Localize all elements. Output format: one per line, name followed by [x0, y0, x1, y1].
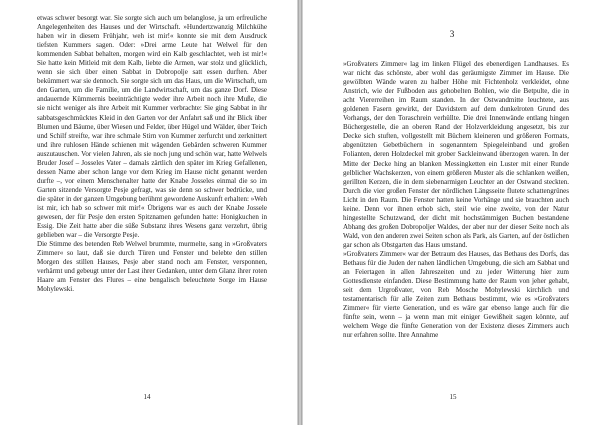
left-page — [0, 0, 298, 425]
left-paragraph-1: etwas schwer besorgt war. Sie sorgte sich auch um belanglose, ja um erfreuliche Angelegenheiten des Hauses und der Wirtschaft. »Hundertzwanzig Milchkühe haben wir in diesem Frühjahr, weh ist mir!« konnte sie mit dem Ausdruck tiefsten Kummers sagen. Oder: »Drei arme Leute hat Welwel für den kommenden Sabbat behalten, morgen wird ein Kalb geschlachtet, weh ist mir!« Sie hatte kein Mitleid mit dem Kalb, liebte die Armen, war stolz und glücklich, wenn sie sich über einen Sabbat in Dobropolje satt essen durften. Aber bekümmert war sie dennoch. Sie sorgte sich um das Haus, um die Wirtschaft, um den Garten, um die Familie, um die Landwirtschaft, um das ganze Dorf. Diese andauernde Kümmernis beeinträchtigte weder ihre Arbeit noch ihre Muße, die sie nicht weniger als ihre Arbeit mit Kummer verbrachte: Sie ging Sabbat in ihr sabbatsgeschmücktes Kleid in den Garten vor der Anfahrt saß und ihr Blick über Blumen und Bäume, über Wiesen und Felder, über Hügel und Wälder, über Teich und Schilf streifte, war ihre schmale Stirn von Kummer zerfurcht und zerknittert und ihre ruhlosen Hände schienen mit wägenden Gebärden schweren Kummer auszutauschen. Vor vielen Jahren, als sie noch jung und schön war, hatte Welwels Bruder Josef – Josseles Vater – damals zärtlich den später im Krieg Gefallenen, dessen Name aber schon lange vor dem Krieg im Hause nicht genannt werden durfte –, vor einem Menschenalter hatte der Knabe Josseles einmal die so im Garten sitzende Versorgte Pesje gefragt, was sie denn so schwer bedrücke, und die später in der ganzen Umgebung berühmt gewordene Auskunft erhalten: »Weh ist mir, ich hab so schwer mit mir!« Übrigens war es auch der Knabe Jossele gewesen, der für Pesje den ersten Spitznamen gefunden hatte: Honigkuchen in Essig. Die Zeit hatte aber die süße Substanz ihres Wesens ganz verzehrt, übrig geblieben war – die Versorgte Pesje. — [37, 14, 267, 240]
left-page-number: 14 — [143, 393, 151, 401]
right-page-number: 15 — [449, 393, 457, 401]
left-page-body — [37, 14, 267, 294]
chapter-number: 3 — [449, 30, 455, 40]
right-paragraph-2: »Großvaters Zimmer« war der Betraum des Hauses, das Bethaus des Dorfs, das Bethaus für die Juden der nahen ländlichen Umgebung, die sich am Sabbat und an Feiertagen in allen Jahreszeiten und zu jeder Witterung hier zum Gottesdienste einfanden. Diese Bestimmung hatte der Raum von jeher gehabt, seit dem Urgroßvater, von Reb Mosche Mohylewski kirchlich und testamentarisch für alle Zeiten zum Bethaus bestimmt, wie es »Großvaters Zimmer« für vierte Generation, und es wäre gar ebenso lange auch für die fünfte sein, wenn – ja wenn man mit einiger Gewißheit sagen könnte, auf welchem Wege die fünfte Generation von der Existenz dieses Zimmers auch nur erfahren sollte. Ihre Annahme — [343, 249, 569, 340]
right-page-body — [343, 60, 569, 340]
left-paragraph-2: Die Stimme des betenden Reb Welwel brummte, murmelte, sang in »Großvaters Zimmer« so laut, daß sie durch Türen und Fenster und belebte den stillen Morgen des stillen Hauses, Pesje aber stand noch am Fenster, versponnen, verhärmt und gebeugt unter der Last ihrer Gedanken, unter dem Glanz ihrer roten Haare am Fenster des Flures – eine bengalisch beleuchtete Sorge im Hause Mohylewski. — [37, 240, 267, 294]
right-paragraph-1: »Großvaters Zimmer« lag im linken Flügel des ebenerdigen Landhauses. Es war nicht das schönste, aber wohl das geräumigste Zimmer im Hause. Die gewölbten Wände waren zu halber Höhe mit Fichtenholz verkleidet, ohne Anstrich, wie der Fußboden aus gehobelten Bohlen, wie die Betpulte, die in acht Viererreihen im Raum standen. In der Ostwandmitte leuchtete, aus goldenen Fasern gewirkt, der Davidstern auf dem dunkelroten Grund des Vorhangs, der den Toraschrein verhüllte. Die drei Innenwände entlang hingen Büchergestelle, die an oberen Rand der Holzverkleidung angesetzt, bis zur Decke sich stuften, vollgestellt mit Büchern kleineren und größeren Formats, abgenützten Gebetbüchern in sogenanntem Spiegeleinband und großen Folianten, deren Holzdeckel mit grober Sackleinwand überzogen waren. In der Mitte der Decke hing an blanken Messingketten ein Luster mit einer Runde gelblicher Wachskerzen, von einem größeren Muster als die schlanken weißen, gerillten Kerzen, die in dem siebenarmigen Leuchter an der Ostwand steckten. Durch die vier großen Fenster der nördlichen Längsseite flutete schattengrünes Licht in den Raum. Die Fenster hatten keine Vorhänge und sie brauchten auch keine. Denn vor ihnen erhob sich, steil wie eine zweite, von der Natur hingestellte Schutzwand, der dicht mit hochstämmigen Buchen bestandene Abhang des großen Dobropoljer Waldes, der aber nur der dieser Seite noch als Wald, von den anderen zwei Seiten schon als Park, als Garten, auf der östlichen gar schon als Obstgarten das Haus umstand. — [343, 60, 569, 249]
right-page — [302, 0, 600, 425]
